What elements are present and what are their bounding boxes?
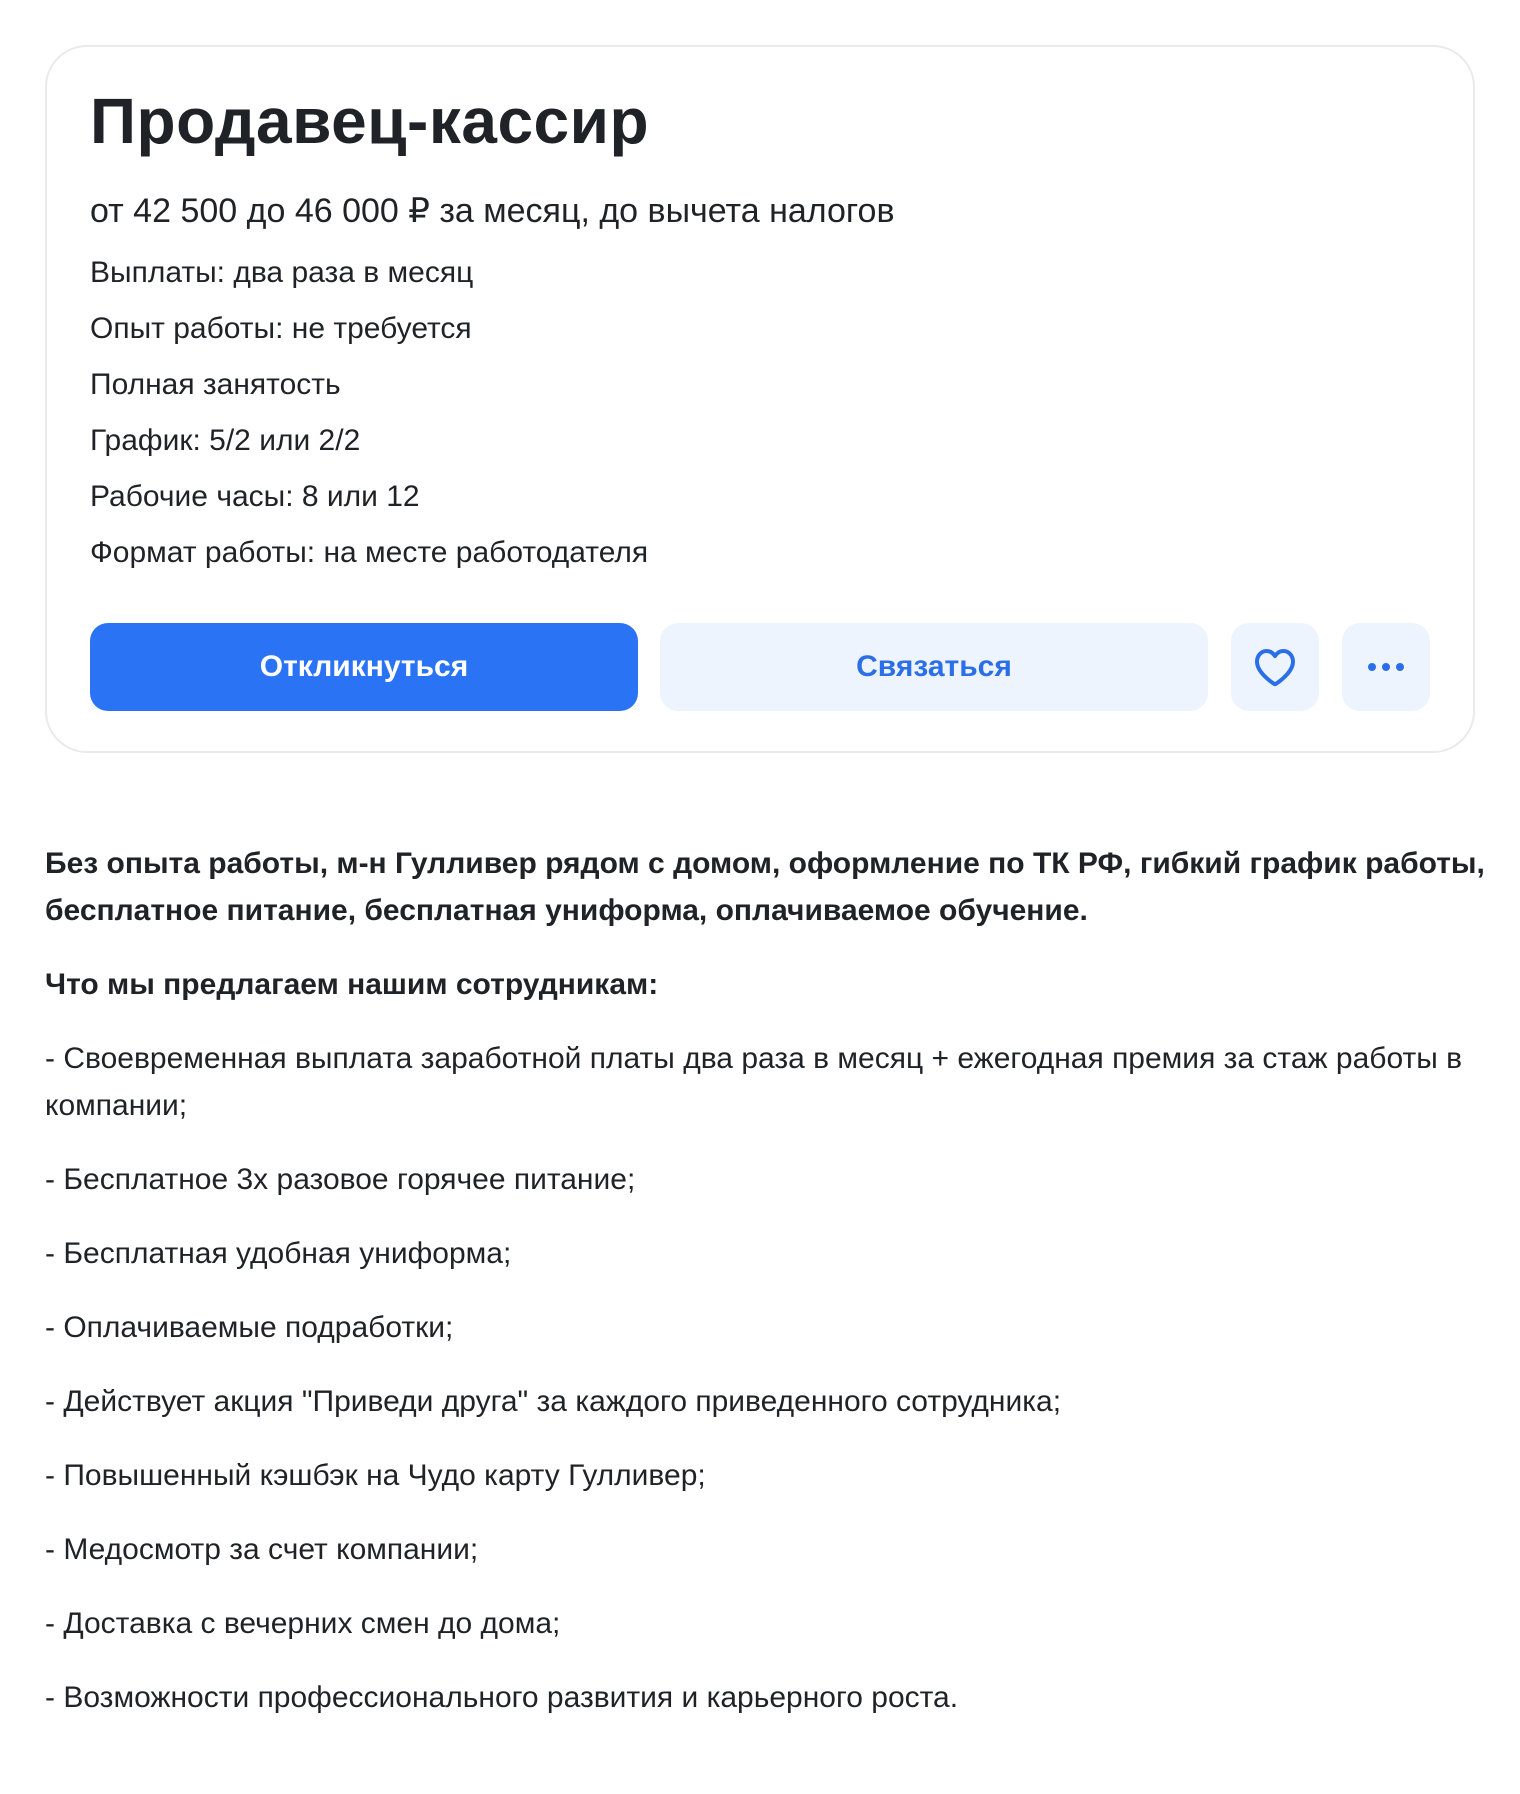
benefit-item: - Доставка с вечерних смен до дома;: [45, 1607, 561, 1640]
benefits-heading: Что мы предлагаем нашим сотрудникам:: [45, 968, 659, 1001]
benefit-item: - Возможности профессионального развития и карьерного роста.: [45, 1681, 959, 1714]
fact-employment: Полная занятость: [90, 368, 341, 401]
apply-button[interactable]: Откликнуться: [90, 623, 638, 711]
benefit-item: - Бесплатное 3х разовое горячее питание;: [45, 1163, 636, 1196]
benefit-item: - Своевременная выплата заработной платы два раза в месяц + ежегодная премия за стаж работы в компании;: [45, 1042, 1463, 1122]
vacancy-description: [45, 840, 1485, 1748]
benefit-item: - Повышенный кэшбэк на Чудо карту Гулливер;: [45, 1459, 706, 1492]
vacancy-facts: [90, 255, 648, 591]
benefit-item: - Оплачиваемые подработки;: [45, 1311, 454, 1344]
salary-range: от 42 500 до 46 000 ₽ за месяц, до вычета налогов: [90, 192, 895, 230]
vacancy-card: [45, 45, 1475, 753]
fact-experience: Опыт работы: не требуется: [90, 312, 472, 345]
benefit-item: - Действует акция "Приведи друга" за каждого приведенного сотрудника;: [45, 1385, 1062, 1418]
fact-work-format: Формат работы: на месте работодателя: [90, 536, 649, 569]
fact-hours: Рабочие часы: 8 или 12: [90, 480, 420, 513]
vacancy-title: Продавец-кассир: [90, 85, 650, 157]
description-lead: Без опыта работы, м-н Гулливер рядом с домом, оформление по ТК РФ, гибкий график работы, бесплатное питание, бесплатная униформа, оплачиваемое обучение.: [45, 847, 1485, 927]
benefits-list: [45, 1035, 1485, 1721]
benefit-item: - Медосмотр за счет компании;: [45, 1533, 479, 1566]
fact-payments: Выплаты: два раза в месяц: [90, 256, 474, 289]
contact-button[interactable]: Связаться: [660, 623, 1208, 711]
heart-icon: [1253, 647, 1297, 687]
fact-schedule: График: 5/2 или 2/2: [90, 424, 361, 457]
benefit-item: - Бесплатная удобная униформа;: [45, 1237, 512, 1270]
favorite-button[interactable]: [1231, 623, 1319, 711]
more-options-button[interactable]: [1342, 623, 1430, 711]
more-dots-icon: [1366, 661, 1406, 673]
